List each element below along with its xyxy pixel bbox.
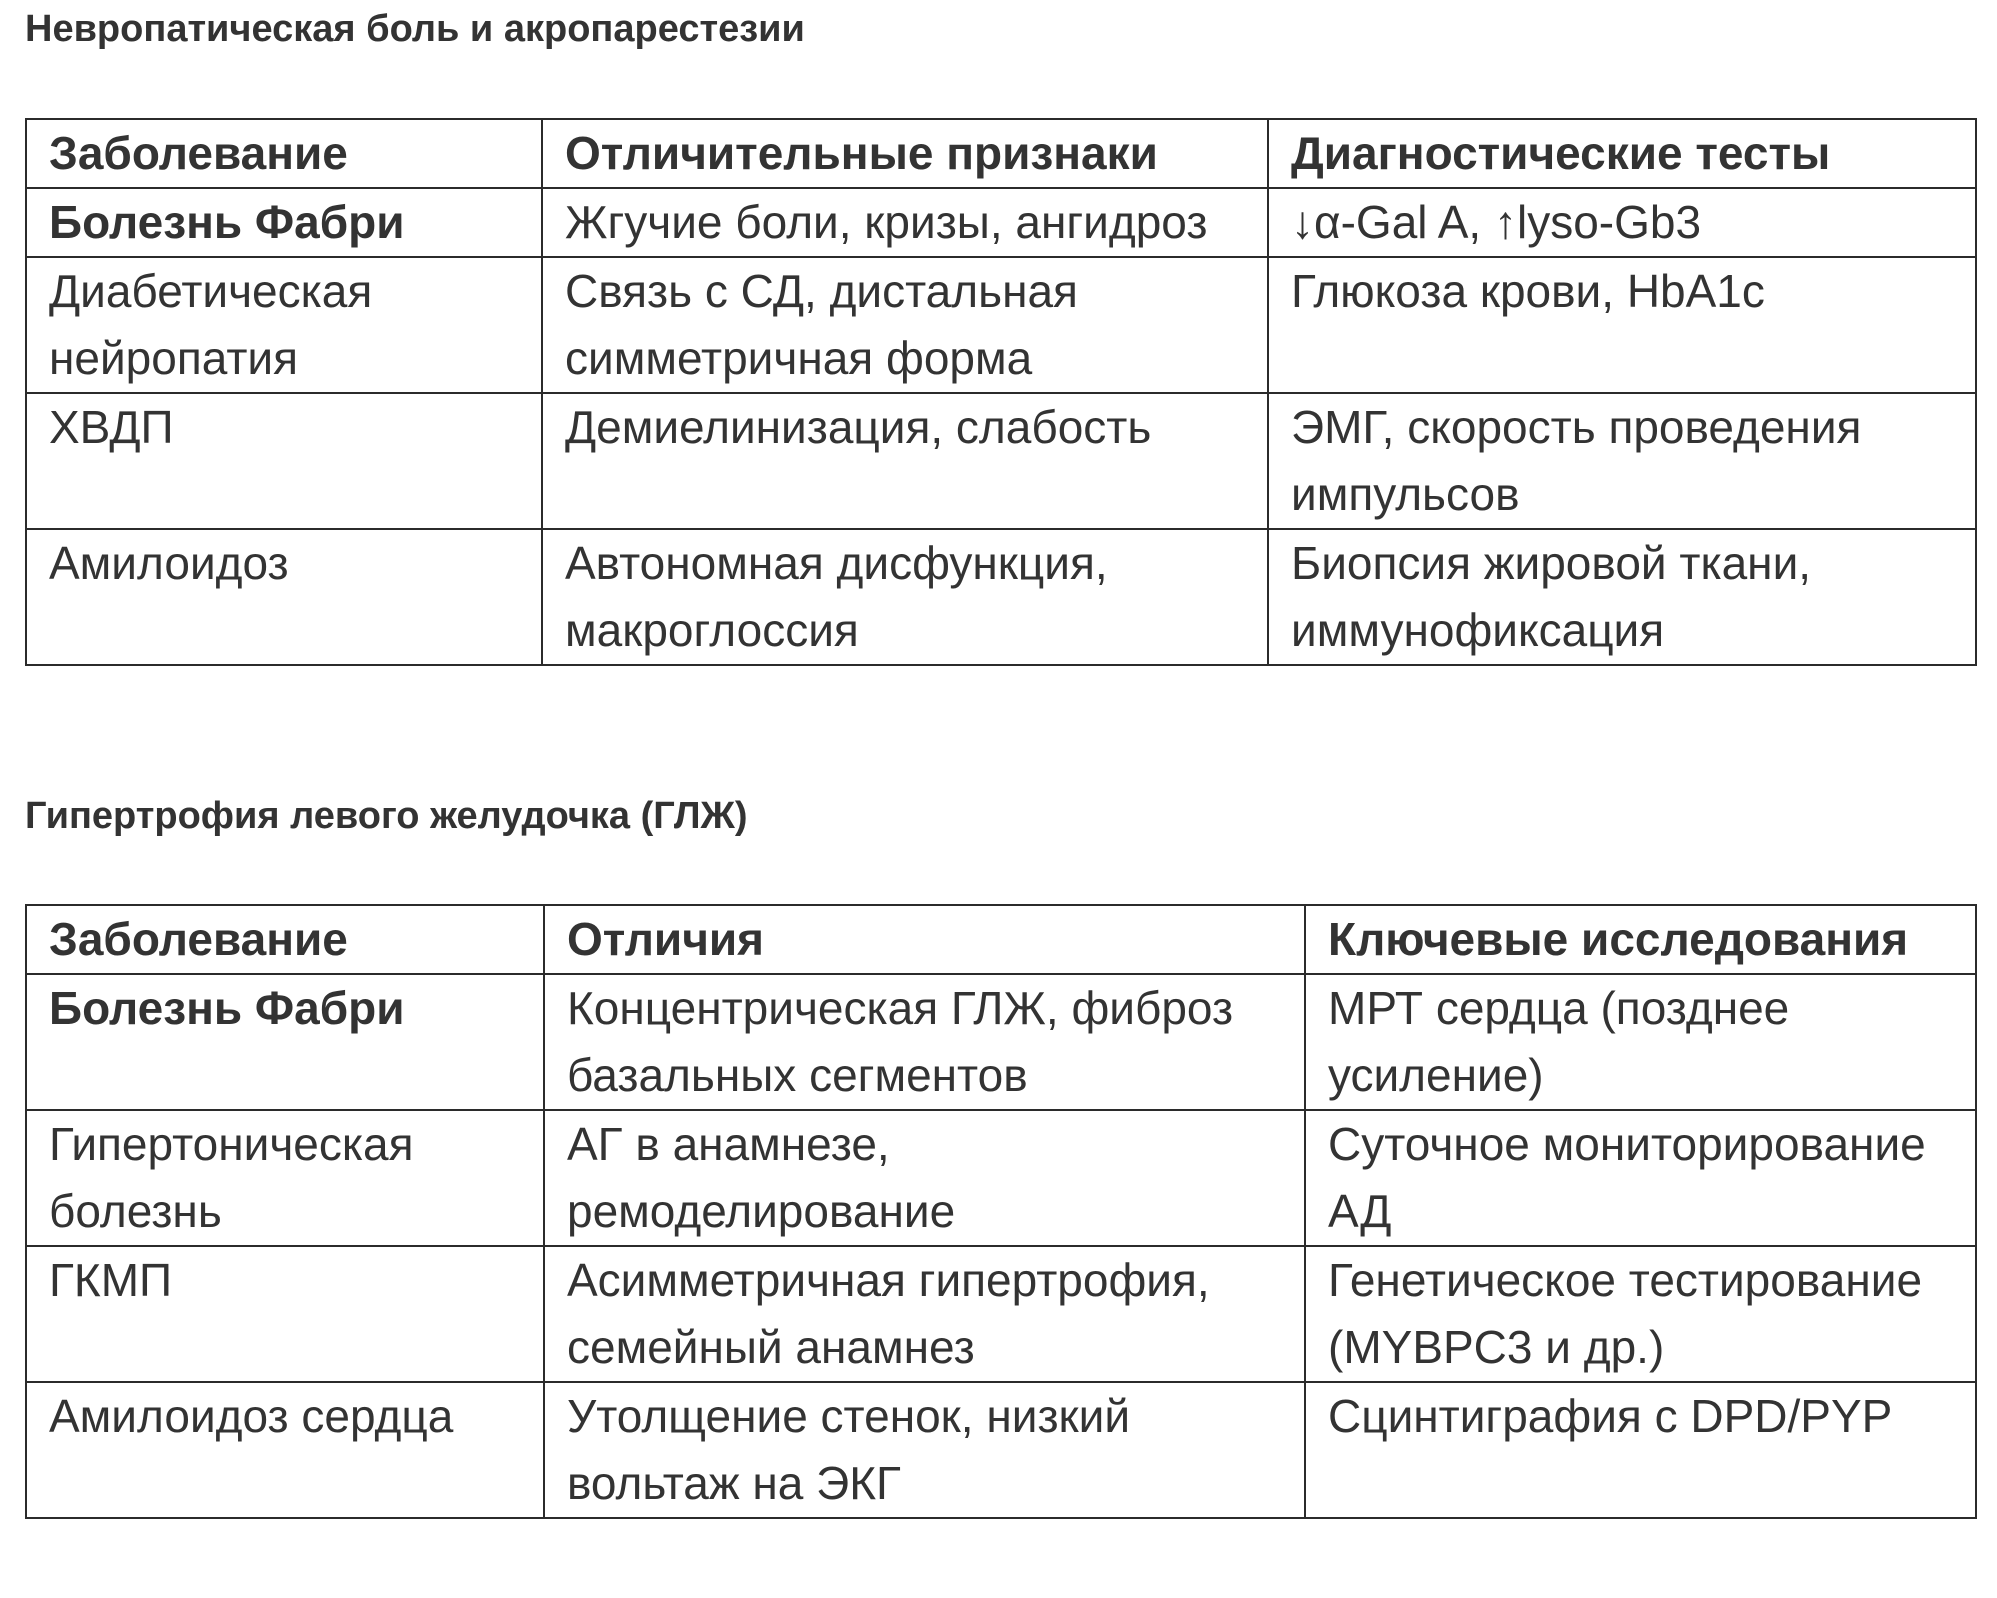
table-row <box>26 1110 1976 1246</box>
table-header-row <box>26 119 1976 188</box>
cell-differences: Утолщение стенок, низкий вольтаж на ЭКГ <box>544 1382 1305 1518</box>
table-row <box>26 188 1976 257</box>
cell-disease: Амилоидоз <box>26 529 542 665</box>
cell-disease: Диабетическая нейропатия <box>26 257 542 393</box>
cell-disease: Болезнь Фабри <box>26 974 544 1110</box>
cell-features: Связь с СД, дистальная симметричная форма <box>542 257 1268 393</box>
table-row <box>26 1382 1976 1518</box>
cell-disease: ГКМП <box>26 1246 544 1382</box>
table-row <box>26 257 1976 393</box>
header-disease: Заболевание <box>26 119 542 188</box>
cell-features: Демиелинизация, слабость <box>542 393 1268 529</box>
cell-disease: Болезнь Фабри <box>26 188 542 257</box>
cell-key-studies: Генетическое тестирование (MYBPC3 и др.) <box>1305 1246 1976 1382</box>
section-title-neuropathic-pain: Невропатическая боль и акропарестезии <box>25 8 805 50</box>
header-key-studies: Ключевые исследования <box>1305 905 1976 974</box>
cell-features: Автономная дисфункция, макроглоссия <box>542 529 1268 665</box>
cell-disease: Гипертоническая болезнь <box>26 1110 544 1246</box>
table-row <box>26 974 1976 1110</box>
table-row <box>26 393 1976 529</box>
cell-disease: ХВДП <box>26 393 542 529</box>
cell-key-studies: Сцинтиграфия с DPD/PYP <box>1305 1382 1976 1518</box>
cell-key-studies: МРТ сердца (позднее усиление) <box>1305 974 1976 1110</box>
cell-differences: Асимметричная гипертрофия, семейный анамнез <box>544 1246 1305 1382</box>
differential-table-neuropathic-pain <box>25 118 1977 666</box>
section-title-lvh: Гипертрофия левого желудочка (ГЛЖ) <box>25 795 748 837</box>
header-differences: Отличия <box>544 905 1305 974</box>
table-row <box>26 529 1976 665</box>
header-features: Отличительные признаки <box>542 119 1268 188</box>
header-tests: Диагностические тесты <box>1268 119 1976 188</box>
cell-disease: Амилоидоз сердца <box>26 1382 544 1518</box>
header-disease: Заболевание <box>26 905 544 974</box>
cell-tests: Биопсия жировой ткани, иммунофиксация <box>1268 529 1976 665</box>
table-header-row <box>26 905 1976 974</box>
cell-key-studies: Суточное мониторирование АД <box>1305 1110 1976 1246</box>
cell-features: Жгучие боли, кризы, ангидроз <box>542 188 1268 257</box>
cell-tests: ↓α-Gal A, ↑lyso-Gb3 <box>1268 188 1976 257</box>
cell-tests: ЭМГ, скорость проведения импульсов <box>1268 393 1976 529</box>
cell-differences: Концентрическая ГЛЖ, фиброз базальных сегментов <box>544 974 1305 1110</box>
differential-table-lvh <box>25 904 1977 1519</box>
cell-differences: АГ в анамнезе, ремоделирование <box>544 1110 1305 1246</box>
table-row <box>26 1246 1976 1382</box>
cell-tests: Глюкоза крови, HbA1c <box>1268 257 1976 393</box>
